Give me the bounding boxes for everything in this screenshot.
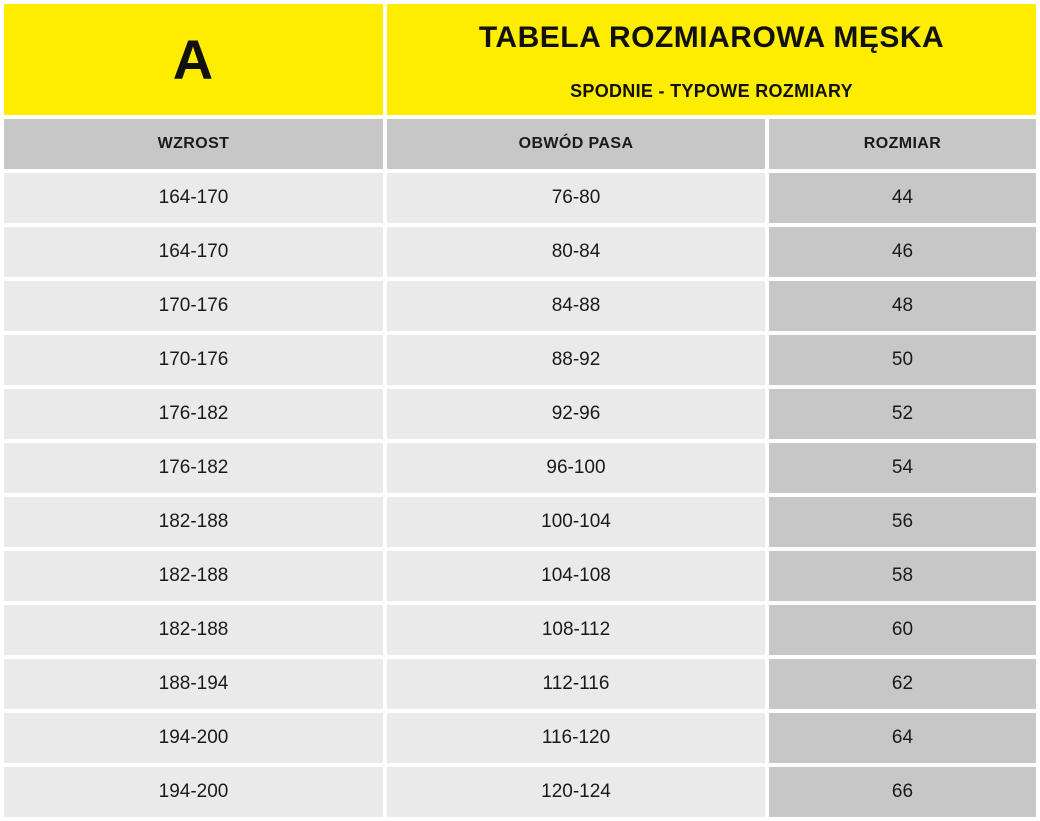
chart-title: TABELA ROZMIAROWA MĘSKA	[478, 21, 945, 54]
size-cell: 46	[769, 227, 1036, 277]
size-cell: 58	[769, 551, 1036, 601]
height-cell: 182-188	[4, 497, 383, 547]
table-row	[4, 605, 1036, 655]
size-cell: 52	[769, 389, 1036, 439]
height-cell: 176-182	[4, 443, 383, 493]
height-cell: 164-170	[4, 227, 383, 277]
title-block	[387, 4, 1036, 115]
waist-cell: 108-112	[387, 605, 765, 655]
waist-cell: 76-80	[387, 173, 765, 223]
waist-cell: 100-104	[387, 497, 765, 547]
height-cell: 176-182	[4, 389, 383, 439]
size-cell: 50	[769, 335, 1036, 385]
size-table	[4, 119, 1036, 821]
height-cell: 194-200	[4, 767, 383, 817]
height-cell: 182-188	[4, 605, 383, 655]
height-cell: 182-188	[4, 551, 383, 601]
height-cell: 188-194	[4, 659, 383, 709]
table-row	[4, 767, 1036, 817]
column-header-height: WZROST	[4, 119, 383, 169]
waist-cell: 104-108	[387, 551, 765, 601]
table-header-row	[4, 119, 1036, 169]
size-cell: 56	[769, 497, 1036, 547]
size-cell: 60	[769, 605, 1036, 655]
height-cell: 170-176	[4, 335, 383, 385]
waist-cell: 84-88	[387, 281, 765, 331]
waist-cell: 80-84	[387, 227, 765, 277]
waist-cell: 112-116	[387, 659, 765, 709]
size-cell: 48	[769, 281, 1036, 331]
chart-header	[4, 4, 1036, 115]
size-cell: 64	[769, 713, 1036, 763]
table-body	[4, 173, 1036, 821]
table-row	[4, 659, 1036, 709]
chart-subtitle: SPODNIE - TYPOWE ROZMIARY	[570, 81, 853, 101]
table-row	[4, 227, 1036, 277]
table-row	[4, 713, 1036, 763]
height-cell: 170-176	[4, 281, 383, 331]
waist-cell: 88-92	[387, 335, 765, 385]
waist-cell: 116-120	[387, 713, 765, 763]
column-header-waist: OBWÓD PASA	[387, 119, 765, 169]
waist-cell: 120-124	[387, 767, 765, 817]
size-cell: 54	[769, 443, 1036, 493]
chart-letter: A	[4, 4, 383, 115]
waist-cell: 96-100	[387, 443, 765, 493]
table-row	[4, 281, 1036, 331]
height-cell: 194-200	[4, 713, 383, 763]
table-row	[4, 389, 1036, 439]
table-row	[4, 443, 1036, 493]
size-cell: 44	[769, 173, 1036, 223]
waist-cell: 92-96	[387, 389, 765, 439]
table-row	[4, 551, 1036, 601]
height-cell: 164-170	[4, 173, 383, 223]
size-cell: 66	[769, 767, 1036, 817]
table-row	[4, 335, 1036, 385]
table-row	[4, 173, 1036, 223]
table-row	[4, 497, 1036, 547]
size-chart	[4, 4, 1036, 821]
column-header-size: ROZMIAR	[769, 119, 1036, 169]
size-cell: 62	[769, 659, 1036, 709]
